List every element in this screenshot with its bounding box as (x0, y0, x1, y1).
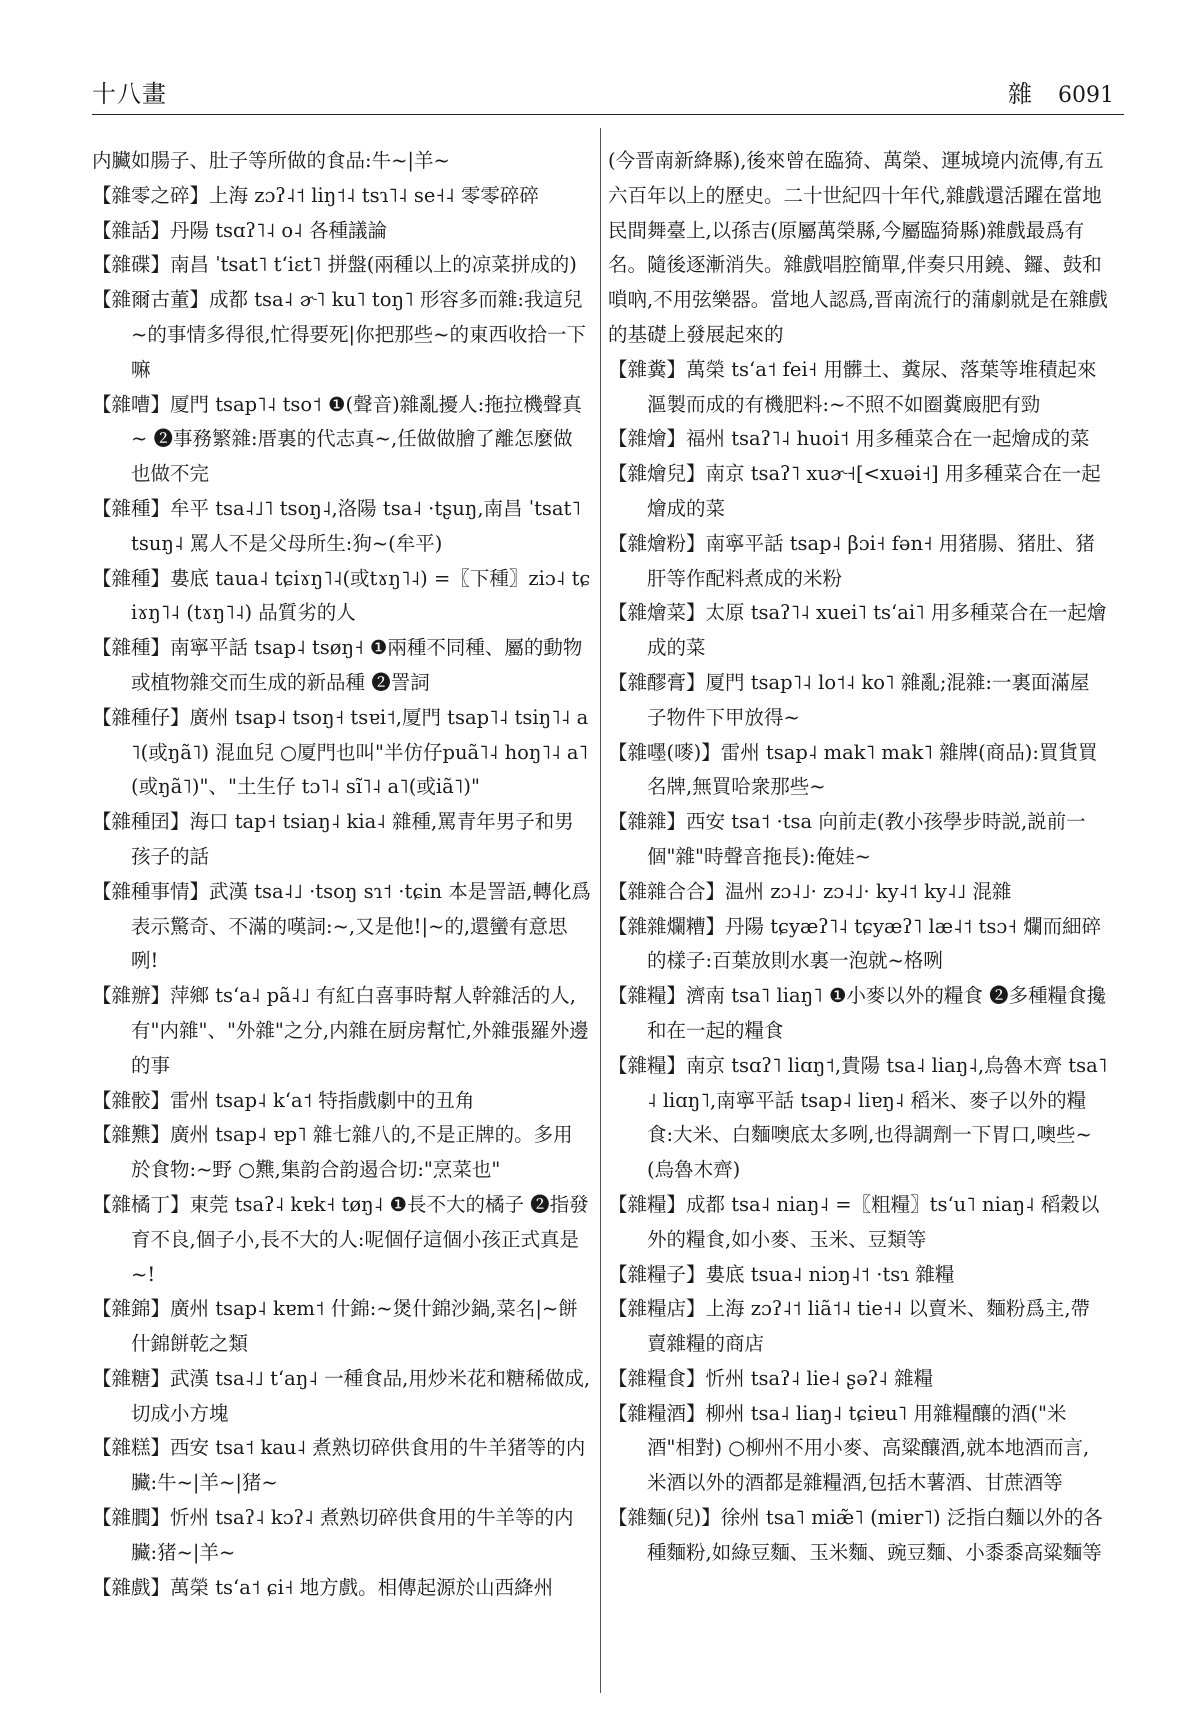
dictionary-entry: 【雜零之碎】上海 zɔʔ˨˦ liŋ˦˨ tsɿ˥˨ se˧˨ 零零碎碎 (92, 183, 539, 207)
dictionary-entry: 【雜糧子】婁底 tsua˨ niɔŋ˨˦ ·tsɿ 雜糧 (608, 1262, 955, 1286)
dictionary-entry: 【雜膶】忻州 tsaʔ˨ kɔʔ˨ 煮熟切碎供食用的牛羊等的内臟:猪~|羊~ (92, 1506, 574, 1564)
dictionary-entry: 【雜種事情】武漢 tsa˨˩ ·tsoŋ sɿ˦ ·tɕin 本是詈語,轉化爲表示驚奇、不滿的嘆詞:~,又是他!|~的,還蠻有意思咧! (92, 879, 591, 973)
section-label: 十八畫 (92, 80, 167, 108)
dictionary-entry: 【雜燴】福州 tsaʔ˥˨ huoi˦ 用多種菜合在一起燴成的菜 (608, 427, 1090, 451)
page-header (92, 74, 1124, 108)
headword: 雜 (1008, 80, 1032, 108)
dictionary-entry: 【雜燴兒】南京 tsaʔ˥ xuɚ˧[<xuəi˧] 用多種菜合在一起燴成的菜 (608, 462, 1101, 520)
dictionary-entry: 【雜種】婁底 taua˨ tɕiɤŋ˥˨(或tɤŋ˥˨) =〖下種〗ziɔ˨ tɕiɤŋ˥˨ (tɤŋ˥˨) 品質劣的人 (92, 566, 591, 625)
dictionary-entry: 【雜錦】廣州 tsap˨ kɐm˦ 什錦:~煲什錦沙鍋,菜名|~餅什錦餅乾之類 (92, 1297, 578, 1356)
dictionary-entry: 【雜雜爛糟】丹陽 tɕyæʔ˥˨ tɕyæʔ˥ læ˨˦ tsɔ˧ 爛而細碎的樣子:百葉放則水裏一泡就~格咧 (608, 914, 1102, 973)
dictionary-entry: 【雜雜】西安 tsa˦ ·tsa 向前走(教小孩學步時説,説前一個"雜"時聲音拖長):俺娃~ (608, 810, 1086, 868)
page-number: 6091 (1058, 83, 1114, 108)
dictionary-entry: 【雜話】丹陽 tsɑʔ˥˨ o˨ 各種議論 (92, 218, 387, 242)
dictionary-entry: 【雜種仔】廣州 tsap˨ tsoŋ˧ tsɐi˦,厦門 tsap˥˨ tsiŋ˥˨ a˥(或ŋã˥) 混血兒 ○厦門也叫"半仿仔puã˥˨ hoŋ˥˨ a˥(或ŋã˥)"、"土生仔 tɔ˥˨ sĩ˥˨ a˥(或iã˥)" (92, 705, 589, 799)
dictionary-entry: 【雜麵(兒)】徐州 tsa˥ miæ̃˥ (miɐr˥) 泛指白麵以外的各種麵粉,如綠豆麵、玉米麵、豌豆麵、小黍黍高粱麵等 (608, 1506, 1103, 1564)
dictionary-entry: 【雜糧】成都 tsa˨ niaŋ˨ =〖粗糧〗tsʻu˥ niaŋ˨ 稻穀以外的糧食,如小麥、玉米、豆類等 (608, 1192, 1100, 1251)
header-rule (92, 114, 1124, 115)
dictionary-entry: 【雜糖】武漢 tsa˨˩ tʻaŋ˨ 一種食品,用炒米花和糖稀做成,切成小方塊 (92, 1366, 591, 1425)
running-head (1008, 74, 1114, 109)
dictionary-entry: 【雜碟】南昌 ˈtsat˥ tʻiɛt˥ 拼盤(兩種以上的凉菜拼成的) (92, 253, 577, 277)
right-column (608, 144, 1108, 1571)
dictionary-entry: 【雜橘丁】東莞 tsaʔ˨ kɐk˧ tøŋ˨ ❶長不大的橘子 ❷指發育不良,個子小,長不大的人:呢個仔這個小孩正式真是~! (92, 1192, 589, 1286)
dictionary-entry: 【雜糧】南京 tsɑʔ˥ liɑŋ˦,貴陽 tsa˨ liaŋ˨,烏魯木齊 tsa˥˨ liɑŋ˥,南寧平話 tsap˨ liɐŋ˨ 稻米、麥子以外的糧食:大米、白麵噢底太多咧,也得調劑一下胃口,噢些~(烏魯木齊) (608, 1053, 1108, 1182)
dictionary-entry: (今晋南新絳縣),後來曾在臨猗、萬榮、運城境内流傳,有五六百年以上的歷史。二十世紀四十年代,雜戲還活躍在當地民間舞臺上,以孫吉(原屬萬榮縣,今屬臨猗縣)雜戲最爲有名。隨後逐漸消失。雜戲唱腔簡單,伴奏只用鐃、鑼、鼓和嗩吶,不用弦樂器。當地人認爲,晋南流行的蒲劇就是在雜戲的基礎上發展起來的 (608, 149, 1108, 346)
dictionary-entry: 【雜種】南寧平話 tsap˨ tsøŋ˧ ❶兩種不同種、屬的動物或植物雜交而生成的新品種 ❷詈詞 (92, 636, 583, 694)
dictionary-entry: 【雜㸐】廣州 tsap˨ ɐp˥ 雜七雜八的,不是正牌的。多用於食物:~野 ○㸐,集韵合韵遏合切:"烹菜也" (92, 1123, 573, 1182)
dictionary-entry: 【雜爾古董】成都 tsa˨ ɚ˥ ku˥ toŋ˥ 形容多而雜:我這兒~的事情多得很,忙得要死|你把那些~的東西收拾一下嘛 (92, 288, 586, 381)
dictionary-entry: 【雜嚜(嘜)】雷州 tsap˨ mak˥ mak˥ 雜牌(商品):買貨買名牌,無買哈衆那些~ (608, 740, 1098, 799)
dictionary-entry: 【雜醪膏】厦門 tsap˥˨ lo˦˨ ko˥ 雜亂;混雜:一裏面滿屋子物件下甲放得~ (608, 670, 1090, 729)
dictionary-entry: 【雜辦】萍鄉 tsʻa˨ pã˨˩ 有紅白喜事時幫人幹雜活的人,有"内雜"、"外雜"之分,内雜在厨房幫忙,外雜張羅外邊的事 (92, 984, 589, 1077)
dictionary-entry: 【雜糧食】忻州 tsaʔ˨ lie˨ ʂəʔ˨ 雜糧 (608, 1366, 934, 1390)
dictionary-entry: 内臟如腸子、肚子等所做的食品:牛~|羊~ (92, 149, 450, 172)
dictionary-entry: 【雜糞】萬榮 tsʻa˦ fei˧ 用髒土、糞尿、落葉等堆積起來漚製而成的有機肥料:~不照不如圈糞廄肥有勁 (608, 357, 1097, 416)
dictionary-entry: 【雜糧店】上海 zɔʔ˨˦ liã˦˨ tie˧˨ 以賣米、麵粉爲主,帶賣雜糧的商店 (608, 1297, 1091, 1356)
dictionary-entry: 【雜種囝】海口 tap˧ tsiaŋ˨ kia˨ 雜種,罵青年男子和男孩子的話 (92, 810, 574, 868)
dictionary-entry: 【雜燴菜】太原 tsaʔ˥˨ xuei˥ tsʻai˥ 用多種菜合在一起燴成的菜 (608, 601, 1107, 660)
column-divider (600, 128, 601, 1693)
dictionary-entry: 【雜糧酒】柳州 tsa˨ liaŋ˨ tɕiɐu˥ 用雜糧釀的酒("米酒"相對) ○柳州不用小麥、高粱釀酒,就本地酒而言,米酒以外的酒都是雜糧酒,包括木薯酒、甘蔗酒等 (608, 1401, 1090, 1495)
dictionary-entry: 【雜糕】西安 tsa˦ kau˨ 煮熟切碎供食用的牛羊猪等的内臟:牛~|羊~|猪~ (92, 1436, 586, 1495)
dictionary-entry: 【雜雜合合】温州 zɔ˨˩· zɔ˨˩· ky˨˦ ky˨˩ 混雜 (608, 879, 1012, 903)
dictionary-entry: 【雜糧】濟南 tsa˥ liaŋ˥ ❶小麥以外的糧食 ❷多種糧食攙和在一起的糧食 (608, 984, 1107, 1042)
dictionary-entry: 【雜燴粉】南寧平話 tsap˨ βɔi˧ fən˧ 用猪腸、猪肚、猪肝等作配料煮成的米粉 (608, 531, 1095, 590)
dictionary-entry: 【雜戲】萬榮 tsʻa˦ ɕi˧ 地方戲。相傳起源於山西絳州 (92, 1575, 554, 1599)
dictionary-entry: 【雜種】牟平 tsa˨˩˥ tsoŋ˨,洛陽 tsa˨ ·tʂuŋ,南昌 ˈtsat˥ tsuŋ˨ 罵人不是父母所生:狗~(牟平) (92, 496, 581, 555)
dictionary-entry: 【雜嘈】厦門 tsap˥˨ tso˦ ❶(聲音)雜亂擾人:拖拉機聲真~ ❷事務繁雜:厝裏的代志真~,任做做膾了離怎麼做也做不完 (92, 392, 582, 486)
left-column (92, 144, 592, 1605)
dictionary-entry: 【雜骹】雷州 tsap˨ kʻa˦ 特指戲劇中的丑角 (92, 1088, 475, 1112)
